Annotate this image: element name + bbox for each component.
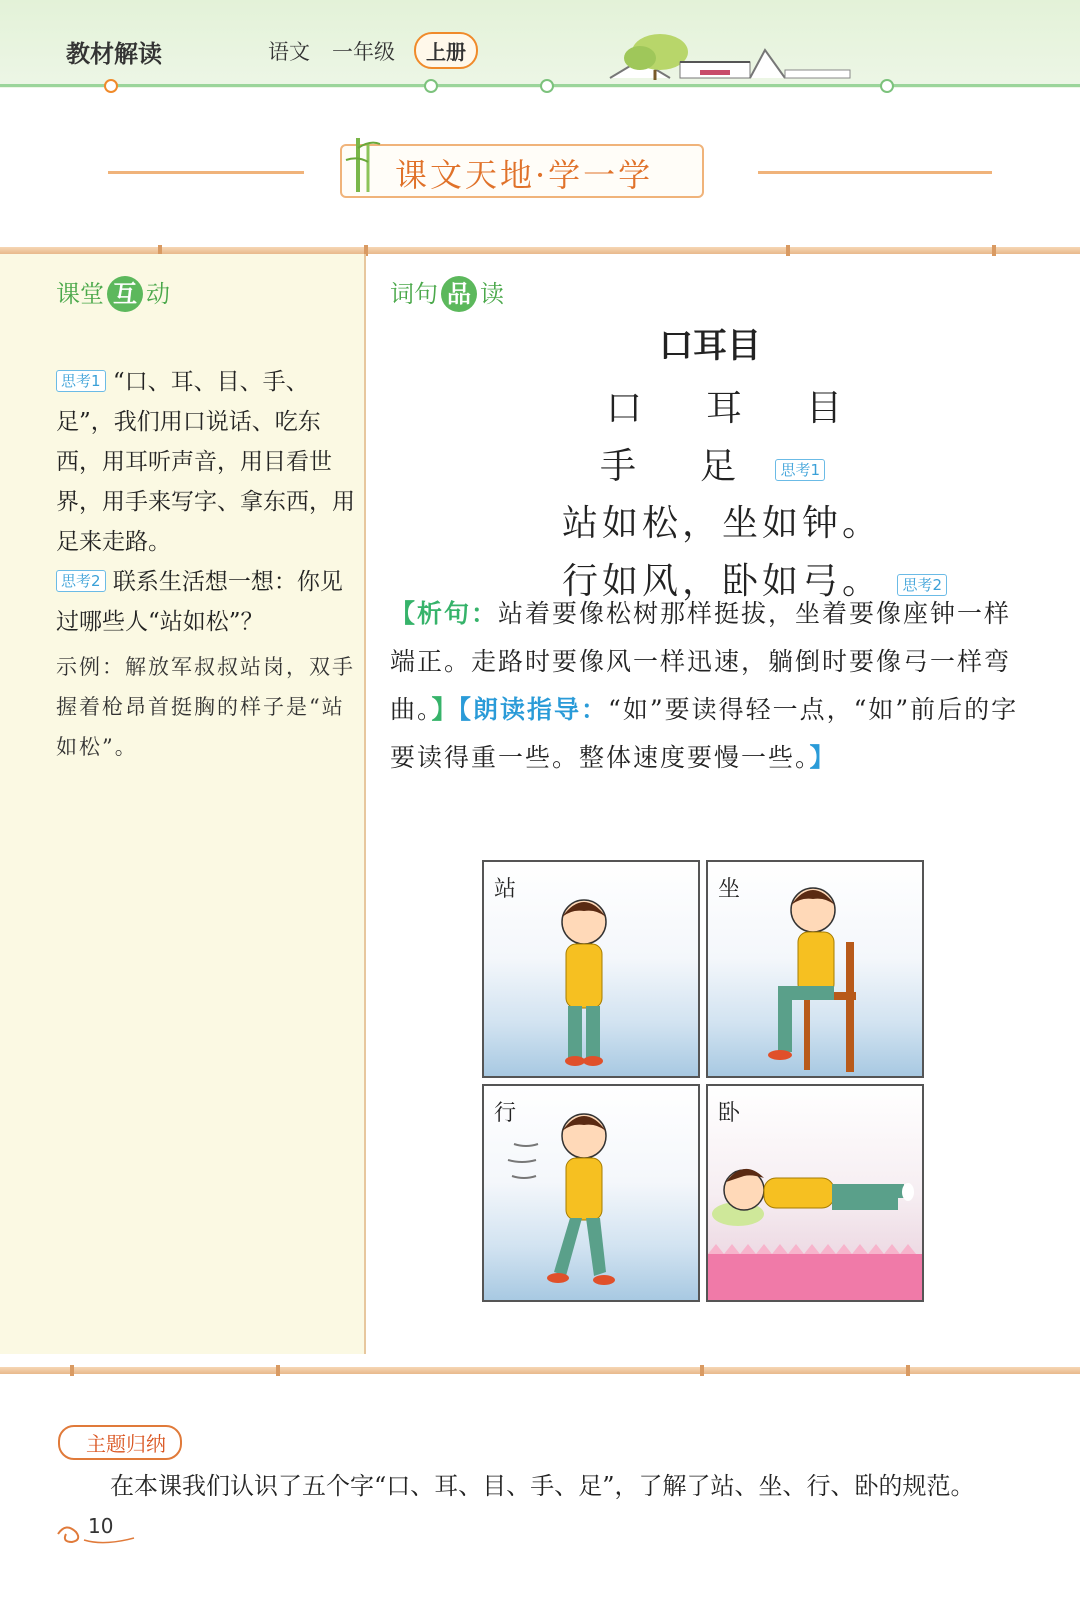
banner-title: 课文天地·学一学 [395,156,654,194]
interaction-title-badge: 互 [107,276,143,312]
top-rail [0,247,1080,254]
header-node [104,79,118,93]
boy-standing-icon [484,862,698,1076]
reading-title-badge: 品 [441,276,477,312]
think2-text: 联系生活想一想：你见过哪些人“站如松”？ [56,569,343,635]
analysis-label: 【析句： [390,599,499,628]
reading-section-title [390,274,504,312]
illustration-lie-label: 卧 [718,1101,741,1126]
volume-badge: 上册 [414,32,478,69]
poem-line-2 [600,438,825,489]
poem-line-1: 口 耳 目 [606,388,857,429]
bamboo-icon [340,134,390,194]
think2-block [56,562,360,642]
reading-title-post: 读 [480,280,504,308]
poem-line-3: 站如松，坐如钟。 [562,503,883,544]
think2-example: 示例：解放军叔叔站岗，双手握着枪昂首挺胸的样子是“站如松”。 [56,655,355,759]
page-header [0,0,1080,88]
page-number: 10 [88,1514,114,1538]
reading-guide-text: “如”要读得轻一点，“如”前后的字要读得重一些。整体速度要慢一些。 [390,695,1019,772]
bottom-rail [0,1367,1080,1374]
illustration-walk-label: 行 [494,1101,517,1126]
interaction-section-title [56,274,170,312]
poem-think1-tag: 思考1 [775,459,825,481]
poem-title: 口耳目 [659,326,761,366]
interaction-title-post: 动 [146,280,170,308]
poem-line-4-text: 行如风，卧如弓。 [562,561,883,602]
illustration-sit [706,860,924,1078]
rail-knot [786,245,790,256]
illustration-stand-label: 站 [494,877,517,902]
illustration-walk [482,1084,700,1302]
header-node [424,79,438,93]
summary-text: 在本课我们认识了五个字“口、耳、目、手、足”，了解了站、坐、行、卧的规范。 [110,1472,975,1500]
think1-tag: 思考1 [56,370,106,392]
reading-guide-close: 】 [809,743,837,772]
boy-lying-icon [708,1086,922,1300]
header-node [880,79,894,93]
interaction-title-pre: 课堂 [56,280,104,308]
rail-knot [992,245,996,256]
summary-label: 主题归纳 [58,1425,182,1460]
rail-knot [906,1365,910,1376]
illustration-lie [706,1084,924,1302]
banner-rule-right [758,171,992,174]
think1-block [56,362,360,562]
header-scenery-icon [600,30,860,85]
analysis-text: 站着要像松树那样挺拔，坐着要像座钟一样端正。走路时要像风一样迅速，躺倒时要像弓一样弯曲。 [390,599,1012,724]
illustration-stand [482,860,700,1078]
reading-guide-label: 【朗读指导： [458,695,609,724]
poem-think2-tag: 思考2 [897,574,947,596]
rail-knot [276,1365,280,1376]
reading-title-pre: 词句 [390,280,438,308]
poem-line-2-text: 手 足 [600,446,751,487]
subject-label: 语文 [268,40,310,64]
banner-rule-left [108,171,304,174]
boy-sitting-icon [708,862,922,1076]
think1-text: “口、耳、目、手、足”，我们用口说话、吃东西，用耳听声音，用目看世界，用手来写字、拿东西，用足来走路。 [56,369,355,555]
illustration-sit-label: 坐 [718,877,741,902]
analysis-close: 】 [431,695,459,724]
header-node [540,79,554,93]
rail-knot [70,1365,74,1376]
boy-walking-icon [484,1086,698,1300]
grade-label: 一年级 [332,40,395,64]
analysis-block [390,590,1020,782]
rail-knot [700,1365,704,1376]
book-title: 教材解读 [66,40,162,68]
think2-tag: 思考2 [56,570,106,592]
